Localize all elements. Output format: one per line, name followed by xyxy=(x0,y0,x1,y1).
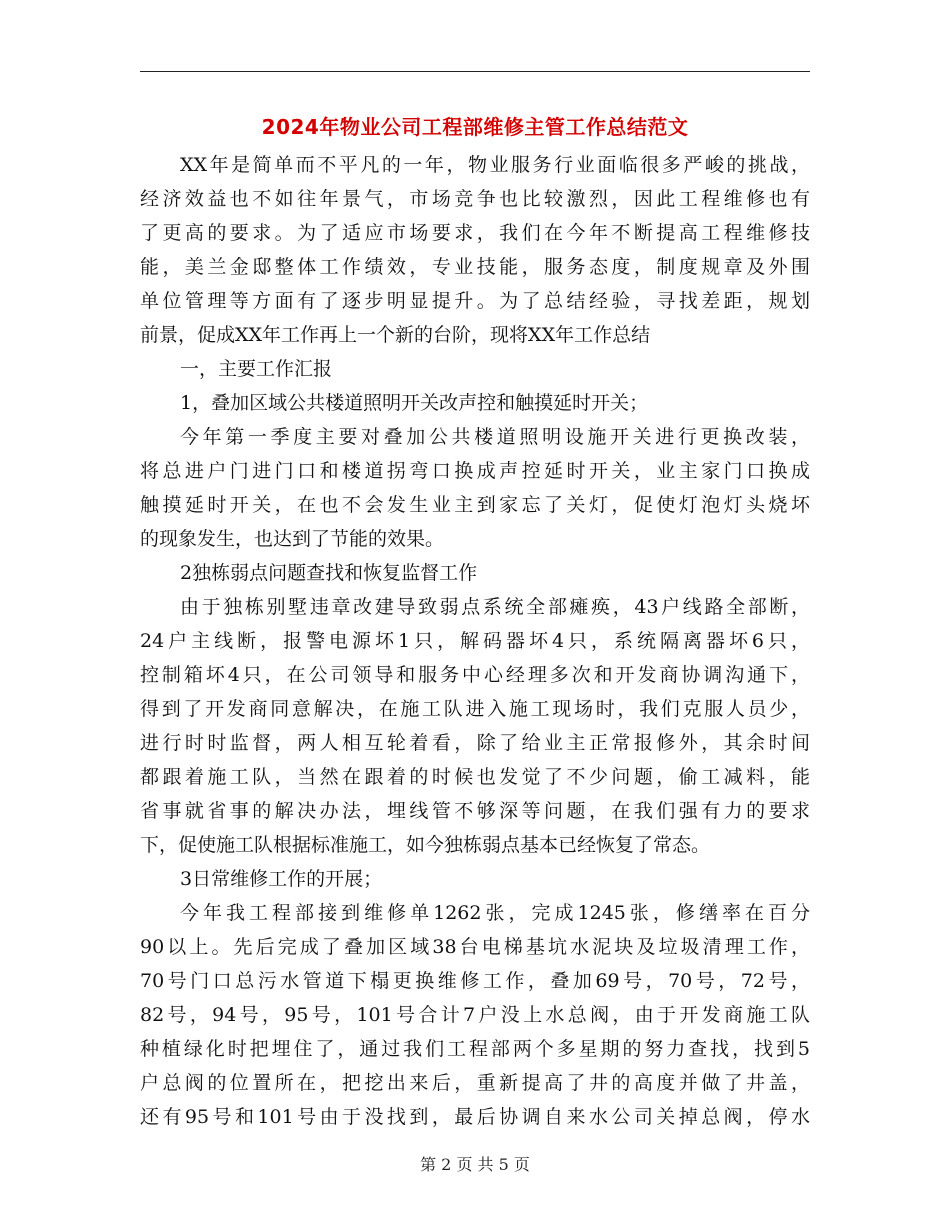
body-line: 将总进户门进门口和楼道拐弯口换成声控延时开关，业主家门口换成 xyxy=(140,460,810,482)
body-line: 控制箱坏4只，在公司领导和服务中心经理多次和开发商协调沟通下， xyxy=(140,664,810,686)
body-line: 下，促使施工队根据标准施工，如今独栋弱点基本已经恢复了常态。 xyxy=(140,834,711,856)
body-line: 能，美兰金邸整体工作绩效，专业技能，服务态度，制度规章及外围 xyxy=(140,256,810,278)
body-line: 82号，94号，95号，101号合计7户没上水总阀，由于开发商施工队 xyxy=(140,1004,810,1026)
body-line: 前景，促成XX年工作再上一个新的台阶，现将XX年工作总结 xyxy=(140,324,651,346)
body-line: 今年第一季度主要对叠加公共楼道照明设施开关进行更换改装， xyxy=(180,426,810,448)
body-line: 70号门口总污水管道下榻更换维修工作，叠加69号，70号，72号， xyxy=(140,970,810,992)
page-number: 第 2 页 共 5 页 xyxy=(420,1155,530,1174)
body-line: 都跟着施工队，当然在跟着的时候也发觉了不少问题，偷工减料，能 xyxy=(140,766,810,788)
body-line: 单位管理等方面有了逐步明显提升。为了总结经验，寻找差距，规划 xyxy=(140,290,810,312)
document-body xyxy=(140,148,810,1134)
body-line: 一，主要工作汇报 xyxy=(180,358,333,380)
body-line: 得到了开发商同意解决，在施工队进入施工现场时，我们克服人员少， xyxy=(140,698,810,720)
body-line: 3日常维修工作的开展； xyxy=(180,868,383,890)
body-line: 1，叠加区域公共楼道照明开关改声控和触摸延时开关； xyxy=(180,392,649,414)
body-line: 户总阀的位置所在，把挖出来后，重新提高了井的高度并做了井盖， xyxy=(140,1072,810,1094)
body-line: 2独栋弱点问题查找和恢复监督工作 xyxy=(180,562,478,584)
document-title: 2024年物业公司工程部维修主管工作总结范文 xyxy=(261,115,689,139)
body-line: 了更高的要求。为了适应市场要求，我们在今年不断提高工程维修技 xyxy=(140,222,810,244)
body-line: 省事就省事的解决办法，埋线管不够深等问题，在我们强有力的要求 xyxy=(140,800,810,822)
body-line: 今年我工程部接到维修单1262张，完成1245张，修缮率在百分 xyxy=(180,902,810,924)
body-line: 还有95号和101号由于没找到，最后协调自来水公司关掉总阀，停水 xyxy=(140,1106,810,1128)
body-line: 24户主线断，报警电源坏1只，解码器坏4只，系统隔离器坏6只， xyxy=(140,630,810,652)
body-line: 种植绿化时把埋住了，通过我们工程部两个多星期的努力查找，找到5 xyxy=(140,1038,810,1060)
body-line: 由于独栋别墅违章改建导致弱点系统全部瘫痪，43户线路全部断， xyxy=(180,596,810,618)
body-line: 触摸延时开关，在也不会发生业主到家忘了关灯，促使灯泡灯头烧坏 xyxy=(140,494,810,516)
body-line: 进行时时监督，两人相互轮着看，除了给业主正常报修外，其余时间 xyxy=(140,732,810,754)
body-line: XX年是简单而不平凡的一年，物业服务行业面临很多严峻的挑战， xyxy=(180,154,810,176)
body-line: 90以上。先后完成了叠加区域38台电梯基坑水泥块及垃圾清理工作， xyxy=(140,936,810,958)
body-line: 的现象发生，也达到了节能的效果。 xyxy=(140,528,445,550)
header-rule xyxy=(140,71,810,72)
body-line: 经济效益也不如往年景气，市场竞争也比较激烈，因此工程维修也有 xyxy=(140,188,810,210)
